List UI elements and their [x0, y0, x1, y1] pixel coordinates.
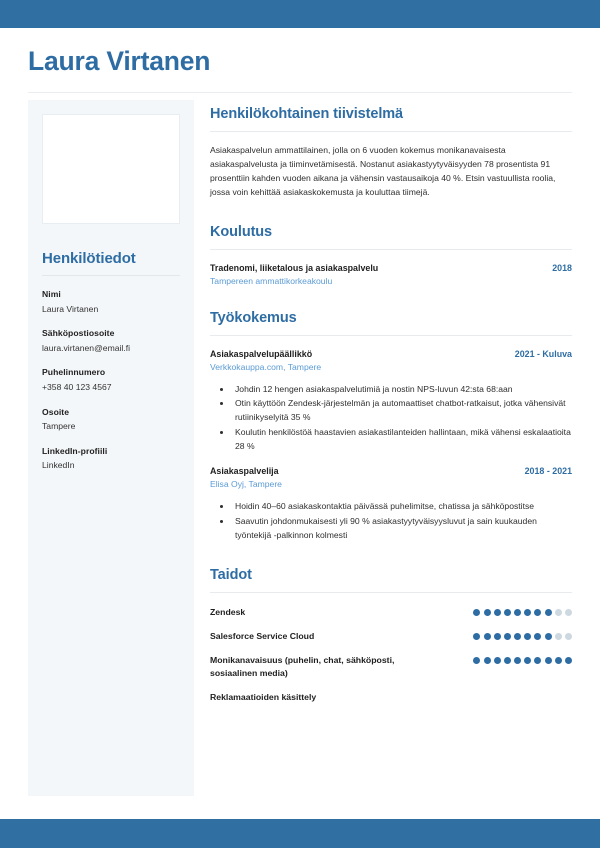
- name-header: [28, 46, 572, 93]
- skill-row: [210, 691, 572, 704]
- section-heading-skills: Taidot: [210, 566, 252, 583]
- entry-subtitle: Elisa Oyj, Tampere: [210, 479, 282, 490]
- entry-date: 2021 - Kuluva: [514, 348, 572, 359]
- rating-dot-filled: [494, 609, 501, 616]
- personal-detail-field: [42, 446, 180, 472]
- entry-header-row: [210, 349, 572, 359]
- rating-dot-filled: [524, 609, 531, 616]
- bullet-item: • Koulutin henkilöstöä haastavien asiakastilanteiden hallintaan, mikä vähensi eskalaatioita 28 %: [232, 426, 572, 454]
- skill-rating-dots: [473, 606, 572, 616]
- rating-dot-filled: [514, 609, 521, 616]
- section-divider: [210, 131, 572, 132]
- section-divider: [210, 249, 572, 250]
- profile-photo-placeholder: [42, 114, 180, 224]
- name-divider: [28, 92, 572, 93]
- entry-date: 2018 - 2021: [524, 466, 572, 477]
- skill-row: [210, 606, 572, 619]
- main-column: [210, 106, 572, 715]
- rating-dot-filled: [504, 633, 511, 640]
- section-heading-education: Koulutus: [210, 223, 273, 240]
- sidebar-divider: [42, 275, 180, 276]
- personal-detail-field: [42, 289, 180, 315]
- rating-dot-filled: [494, 657, 501, 664]
- field-label: Sähköpostiosoite: [42, 328, 115, 339]
- skills-list: [210, 606, 572, 704]
- skill-name: Salesforce Service Cloud: [210, 630, 315, 641]
- entry: [210, 263, 572, 286]
- entry-subtitle: Verkkokauppa.com, Tampere: [210, 361, 322, 372]
- field-value: +358 40 123 4567: [42, 381, 112, 392]
- rating-dot-filled: [545, 609, 552, 616]
- rating-dot-filled: [473, 633, 480, 640]
- summary-text: Asiakaspalvelun ammattilainen, jolla on 6 vuoden kokemus monikanavaisesta asiakaspalvelusta ja tiiminvetämisestä. Nostanut asiakastyytyväisyyden 78 prosentista 91 prosenttiin kahden vuoden aikana ja vähensin vastausaikoja 40 %. Etsin vastuullista roolia, jossa voin kehittää asiakaskokemusta ja kouluttaa tiimejä.: [210, 145, 556, 197]
- field-label: LinkedIn-profiili: [42, 445, 108, 456]
- rating-dot-filled: [504, 609, 511, 616]
- personal-detail-field: [42, 407, 180, 433]
- rating-dot-filled: [484, 609, 491, 616]
- section-divider: [210, 335, 572, 336]
- section-skills: [210, 567, 572, 704]
- bullet-item: • Johdin 12 hengen asiakaspalvelutimiä ja nostin NPS-luvun 42:sta 68:aan: [232, 383, 572, 397]
- education-entry-list: [210, 263, 572, 286]
- entry-header-row: [210, 263, 572, 273]
- skill-name: Zendesk: [210, 606, 246, 617]
- skill-rating-dots: [473, 630, 572, 640]
- field-label: Puhelinnumero: [42, 367, 106, 378]
- entry-bullet-list: [210, 383, 572, 454]
- experience-entry-list: [210, 349, 572, 543]
- entry-subtitle: Tampereen ammattikorkeakoulu: [210, 275, 333, 286]
- rating-dot-filled: [524, 657, 531, 664]
- section-divider: [210, 592, 572, 593]
- rating-dot-empty: [555, 633, 562, 640]
- section-heading-experience: Työkokemus: [210, 309, 297, 326]
- rating-dot-filled: [534, 633, 541, 640]
- rating-dot-filled: [494, 633, 501, 640]
- sidebar: [28, 100, 194, 796]
- rating-dot-empty: [565, 609, 572, 616]
- field-label: Nimi: [42, 289, 61, 299]
- sidebar-heading-personal-details: Henkilötiedot: [42, 250, 136, 267]
- rating-dot-empty: [565, 633, 572, 640]
- rating-dot-filled: [514, 657, 521, 664]
- personal-detail-field: [42, 328, 180, 354]
- rating-dot-filled: [514, 633, 521, 640]
- page-title: Laura Virtanen: [28, 46, 211, 76]
- rating-dot-filled: [534, 609, 541, 616]
- rating-dot-filled: [524, 633, 531, 640]
- rating-dot-empty: [555, 609, 562, 616]
- rating-dot-filled: [555, 657, 562, 664]
- skill-rating-dots: [473, 654, 572, 664]
- rating-dot-filled: [484, 657, 491, 664]
- field-value: Tampere: [42, 421, 76, 432]
- rating-dot-filled: [545, 633, 552, 640]
- bullet-item: • Saavutin johdonmukaisesti yli 90 % asiakastyytyväisyysluvut ja sain kuukauden työntekijä -palkinnon kolmesti: [232, 515, 572, 543]
- skill-row: [210, 654, 572, 680]
- bullet-item: • Hoidin 40–60 asiakaskontaktia päivässä puhelimitse, chatissa ja sähköpostitse: [232, 500, 572, 514]
- rating-dot-filled: [545, 657, 552, 664]
- field-value: Laura Virtanen: [42, 303, 99, 314]
- section-education: [210, 224, 572, 286]
- rating-dot-filled: [565, 657, 572, 664]
- field-label: Osoite: [42, 406, 70, 417]
- section-heading-summary: Henkilökohtainen tiivistelmä: [210, 106, 403, 122]
- personal-detail-field: [42, 367, 180, 393]
- field-value: LinkedIn: [42, 460, 75, 471]
- skill-name: Reklamaatioiden käsittely: [210, 691, 317, 702]
- entry-title: Tradenomi, liiketalous ja asiakaspalvelu: [210, 262, 379, 273]
- section-summary: [210, 106, 572, 200]
- entry-header-row: [210, 466, 572, 476]
- rating-dot-filled: [473, 609, 480, 616]
- bottom-accent-bar: [0, 819, 600, 848]
- entry: [210, 466, 572, 542]
- skill-name: Monikanavaisuus (puhelin, chat, sähköposti, sosiaalinen media): [210, 654, 395, 678]
- field-value: laura.virtanen@email.fi: [42, 342, 131, 353]
- rating-dot-filled: [473, 657, 480, 664]
- personal-details-list: [42, 289, 180, 472]
- entry-title: Asiakaspalvelija: [210, 466, 279, 477]
- bullet-item: • Otin käyttöön Zendesk-järjestelmän ja automaattiset chatbot-ratkaisut, jotka vähensivät rutiinikyselyitä 35 %: [232, 397, 572, 425]
- rating-dot-filled: [504, 657, 511, 664]
- section-experience: [210, 310, 572, 543]
- rating-dot-filled: [484, 633, 491, 640]
- rating-dot-filled: [534, 657, 541, 664]
- entry-date: 2018: [552, 262, 572, 273]
- entry-bullet-list: [210, 500, 572, 542]
- top-accent-bar: [0, 0, 600, 28]
- skill-row: [210, 630, 572, 643]
- entry: [210, 349, 572, 454]
- entry-title: Asiakaspalvelupäällikkö: [210, 348, 313, 359]
